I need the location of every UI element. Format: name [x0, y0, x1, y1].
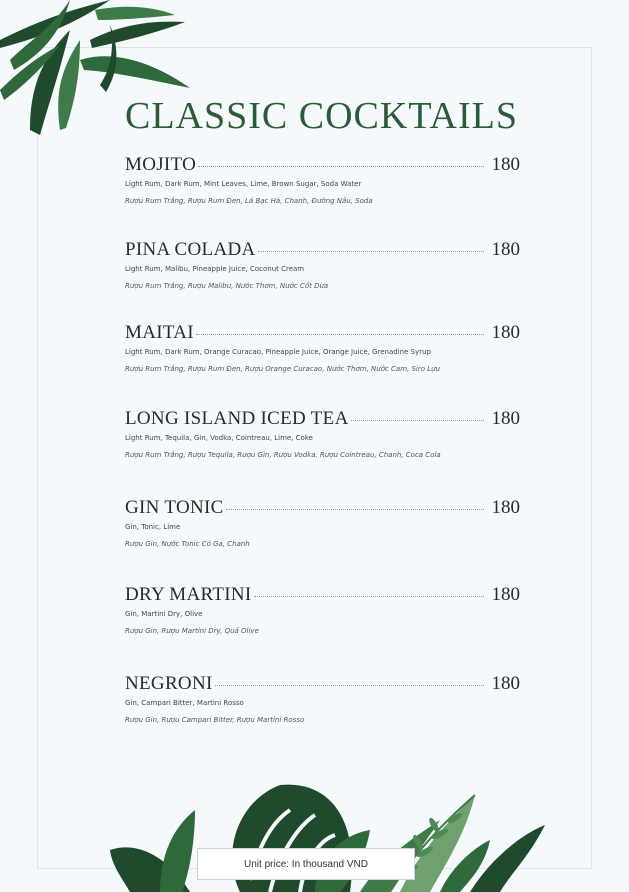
item-ingredients-vi: Rượu Rum Trắng, Rượu Rum Đen, Rượu Orange Curacao, Nước Thơm, Nước Cam, Siro Lựu — [125, 365, 441, 373]
menu-item-gin-tonic — [125, 497, 520, 548]
menu-item-dry-martini — [125, 584, 520, 635]
dot-leader — [254, 596, 484, 597]
unit-price-note: Unit price: In thousand VND — [197, 848, 415, 880]
item-price: 180 — [491, 239, 520, 260]
item-ingredients-vi: Rượu Gin, Rượu Campari Bitter, Rượu Martini Rosso — [125, 716, 305, 724]
page-title: CLASSIC COCKTAILS — [125, 95, 518, 137]
item-name: NEGRONI — [125, 673, 213, 694]
item-ingredients-en: Gin, Tonic, Lime — [125, 523, 181, 531]
item-ingredients-en: Light Rum, Dark Rum, Orange Curacao, Pineapple Juice, Orange Juice, Grenadine Syrup — [125, 348, 431, 356]
item-price: 180 — [491, 154, 520, 175]
item-name: LONG ISLAND ICED TEA — [125, 408, 349, 429]
menu-item-pina-colada — [125, 239, 520, 290]
item-ingredients-vi: Rượu Gin, Rượu Martini Dry, Quả Olive — [125, 627, 259, 635]
menu-item-negroni — [125, 673, 520, 724]
item-ingredients-en: Gin, Martini Dry, Olive — [125, 610, 203, 618]
item-name: MAITAI — [125, 322, 194, 343]
item-ingredients-en: Light Rum, Malibu, Pineapple Juice, Coconut Cream — [125, 265, 305, 273]
item-name: MOJITO — [125, 154, 197, 175]
item-price: 180 — [491, 673, 520, 694]
item-price: 180 — [491, 322, 520, 343]
item-ingredients-en: Gin, Campari Bitter, Martini Rosso — [125, 699, 244, 707]
dot-leader — [198, 166, 483, 167]
dot-leader — [196, 334, 484, 335]
item-ingredients-en: Light Rum, Dark Rum, Mint Leaves, Lime, Brown Sugar, Soda Water — [125, 180, 362, 188]
item-name: GIN TONIC — [125, 497, 224, 518]
item-price: 180 — [491, 497, 520, 518]
item-ingredients-vi: Rượu Rum Trắng, Rượu Tequila, Rượu Gin, Rượu Vodka, Rượu Cointreau, Chanh, Coca Cola — [125, 451, 441, 459]
dot-leader — [258, 251, 484, 252]
dot-leader — [226, 509, 484, 510]
item-ingredients-vi: Rượu Gin, Nước Tonic Có Ga, Chanh — [125, 540, 250, 548]
item-price: 180 — [491, 408, 520, 429]
menu-item-mojito — [125, 154, 520, 205]
item-name: DRY MARTINI — [125, 584, 252, 605]
dot-leader — [215, 685, 484, 686]
item-name: PINA COLADA — [125, 239, 256, 260]
dot-leader — [351, 420, 484, 421]
item-ingredients-en: Light Rum, Tequila, Gin, Vodka, Cointreau, Lime, Coke — [125, 434, 313, 442]
item-price: 180 — [491, 584, 520, 605]
menu-item-long-island-iced-tea — [125, 408, 520, 459]
item-ingredients-vi: Rượu Rum Trắng, Rượu Rum Đen, Lá Bạc Hà, Chanh, Đường Nâu, Soda — [125, 197, 373, 205]
menu-item-maitai — [125, 322, 520, 373]
item-ingredients-vi: Rượu Rum Trắng, Rượu Malibu, Nước Thơm, Nước Cốt Dừa — [125, 282, 329, 290]
